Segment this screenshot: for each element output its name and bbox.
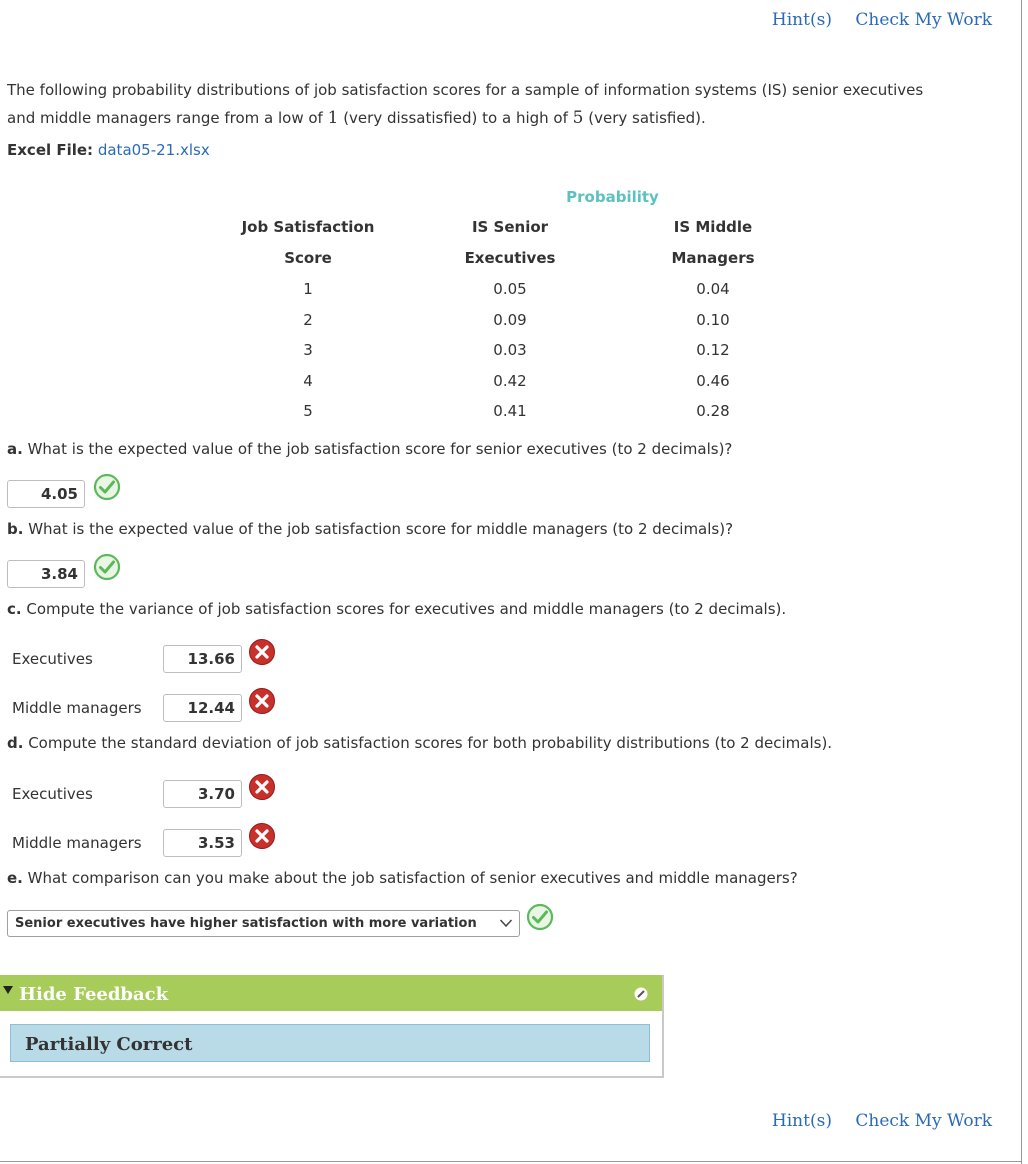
question-a	[7, 440, 732, 458]
question-b-text: What is the expected value of the job satisfaction score for middle managers (to 2 decimals)?	[23, 520, 734, 538]
excel-file-line	[7, 141, 210, 159]
incorrect-x-icon	[248, 822, 276, 850]
col-score-header-2: Score	[284, 249, 332, 267]
col-senior-header-1: IS Senior	[471, 218, 549, 236]
table-cell-score: 2	[303, 311, 313, 329]
intro-high-value: 5	[572, 108, 584, 128]
table-cell-score: 3	[303, 341, 313, 359]
table-cell-middle: 0.28	[696, 402, 730, 420]
table-cell-middle: 0.12	[696, 341, 730, 359]
table-cell-senior: 0.42	[493, 372, 527, 390]
table-cell-score: 4	[303, 372, 313, 390]
col-middle-header-1: IS Middle	[673, 218, 753, 236]
stdev-executives-input[interactable]: 3.70	[163, 780, 242, 808]
table-cell-middle: 0.04	[696, 280, 730, 298]
table-cell-senior: 0.05	[493, 280, 527, 298]
question-e-text: What comparison can you make about the job satisfaction of senior executives and middle managers?	[22, 869, 798, 887]
question-a-label: a.	[7, 440, 23, 458]
intro-line1: The following probability distributions of job satisfaction scores for a sample of information systems (IS) senior executives	[7, 81, 924, 99]
bottom-border	[0, 1161, 1021, 1162]
stdev-executives-label: Executives	[12, 785, 93, 803]
answer-b-input[interactable]: 3.84	[7, 560, 85, 588]
feedback-result-box	[10, 1024, 650, 1062]
table-cell-senior: 0.09	[493, 311, 527, 329]
intro-line2a: and middle managers range from a low of	[7, 109, 328, 127]
pencil-dot-icon	[634, 987, 648, 1001]
question-e	[7, 869, 798, 887]
question-d	[7, 734, 832, 752]
col-score-header-1: Job Satisfaction	[241, 218, 375, 236]
variance-executives-label: Executives	[12, 650, 93, 668]
feedback-result-text: Partially Correct	[25, 1034, 193, 1055]
excel-file-link[interactable]: data05-21.xlsx	[97, 141, 210, 159]
table-cell-senior: 0.41	[493, 402, 527, 420]
incorrect-x-icon	[248, 638, 276, 666]
comparison-select-value: Senior executives have higher satisfaction with more variation	[15, 916, 477, 931]
col-middle-header-2: Managers	[671, 249, 755, 267]
check-my-work-link-top[interactable]: Check My Work	[855, 10, 992, 30]
question-b	[7, 520, 733, 538]
feedback-panel	[0, 975, 664, 1078]
bottom-links	[754, 1111, 992, 1131]
variance-executives-input[interactable]: 13.66	[163, 645, 242, 673]
intro-line2b: (very dissatisfied) to a high of	[338, 109, 573, 127]
incorrect-x-icon	[248, 773, 276, 801]
intro-low-value: 1	[327, 108, 339, 128]
table-cell-senior: 0.03	[493, 341, 527, 359]
incorrect-x-icon	[248, 687, 276, 715]
probability-header: Probability	[566, 188, 659, 206]
question-c-text: Compute the variance of job satisfaction scores for executives and middle managers (to 2 decimals).	[21, 600, 787, 618]
collapse-triangle-icon	[3, 986, 13, 994]
check-my-work-link-bottom[interactable]: Check My Work	[855, 1111, 992, 1131]
answer-a-input[interactable]: 4.05	[7, 480, 85, 508]
stdev-middle-managers-label: Middle managers	[12, 834, 142, 852]
question-d-text: Compute the standard deviation of job satisfaction scores for both probability distributions (to 2 decimals).	[23, 734, 833, 752]
excel-file-label: Excel File:	[7, 141, 94, 159]
stdev-middle-managers-input[interactable]: 3.53	[163, 829, 242, 857]
intro-line2c: (very satisfied).	[583, 109, 706, 127]
comparison-select[interactable]	[7, 910, 520, 937]
variance-middle-managers-label: Middle managers	[12, 699, 142, 717]
question-c-label: c.	[7, 600, 22, 618]
intro-text	[7, 76, 1007, 132]
col-senior-header-2: Executives	[464, 249, 556, 267]
correct-check-icon	[526, 903, 554, 931]
correct-check-icon	[93, 553, 121, 581]
correct-check-icon	[93, 473, 121, 501]
hint-link-top[interactable]: Hint(s)	[771, 10, 832, 30]
table-cell-score: 5	[303, 402, 313, 420]
right-border	[1021, 0, 1022, 1164]
hint-link-bottom[interactable]: Hint(s)	[771, 1111, 832, 1131]
feedback-toggle-bar[interactable]	[0, 975, 662, 1011]
top-links	[754, 10, 992, 30]
question-e-label: e.	[7, 869, 23, 887]
table-cell-middle: 0.46	[696, 372, 730, 390]
variance-middle-managers-input[interactable]: 12.44	[163, 694, 242, 722]
question-b-label: b.	[7, 520, 24, 538]
question-a-text: What is the expected value of the job satisfaction score for senior executives (to 2 decimals)?	[22, 440, 733, 458]
chevron-down-icon	[499, 916, 513, 930]
hide-feedback-label: Hide Feedback	[19, 984, 169, 1005]
question-c	[7, 600, 786, 618]
question-d-label: d.	[7, 734, 24, 752]
table-cell-score: 1	[303, 280, 313, 298]
table-cell-middle: 0.10	[696, 311, 730, 329]
